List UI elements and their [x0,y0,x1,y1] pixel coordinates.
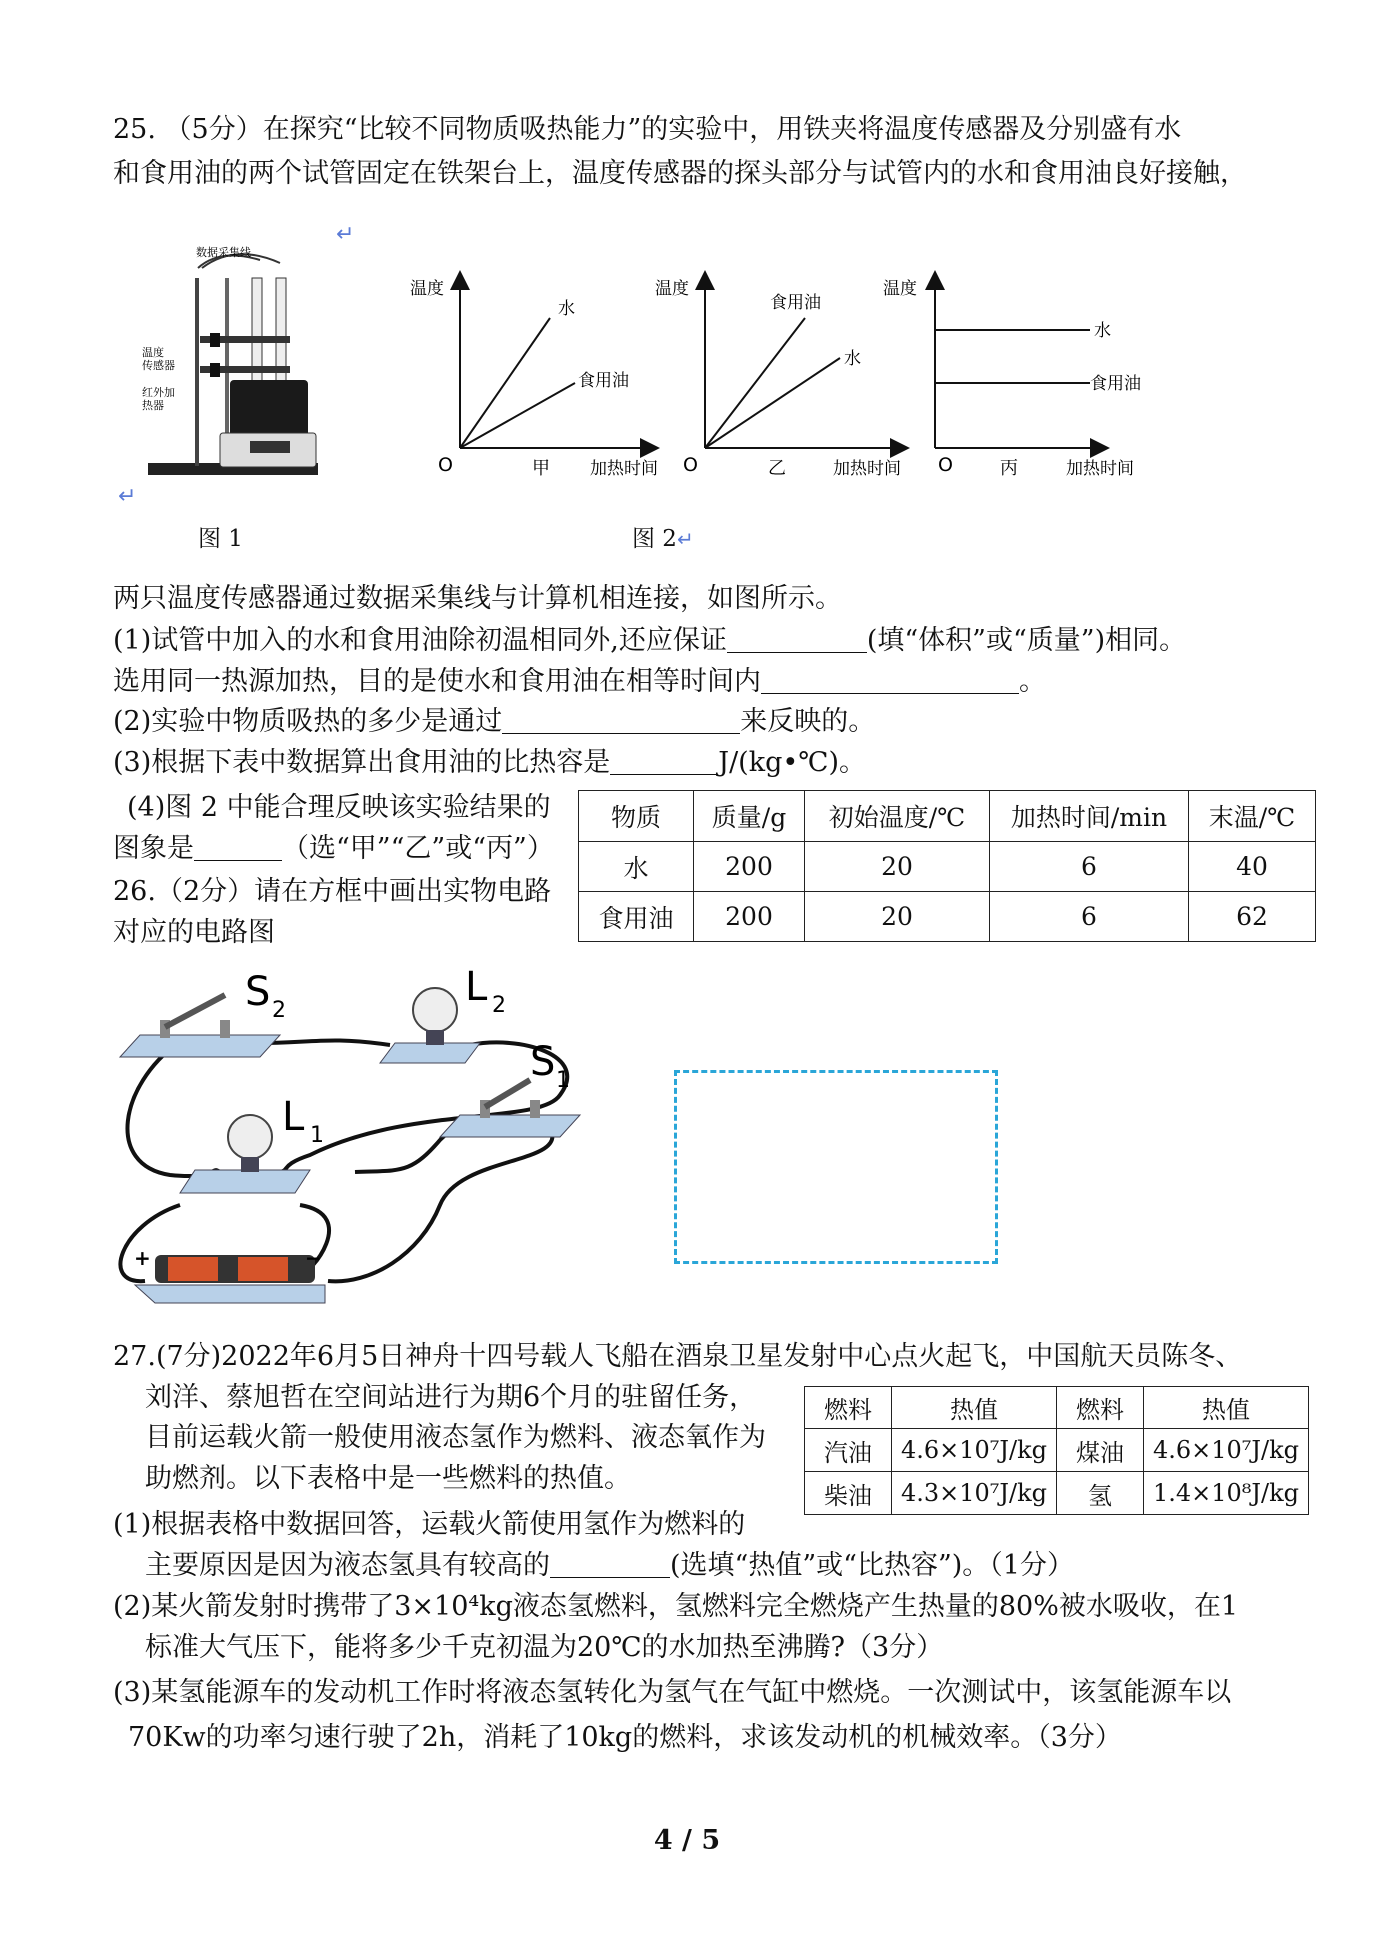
svg-text:O: O [938,454,953,476]
table-row: 食用油 200 20 6 62 [579,892,1316,942]
table-row: 汽油 4.6×10⁷J/kg 煤油 4.6×10⁷J/kg [805,1429,1309,1472]
q25-intro-line1: 25. （5分）在探究“比较不同物质吸热能力”的实验中，用铁夹将温度传感器及分别盛有水 [113,114,1182,145]
figure2-graphs [400,268,1200,483]
svg-text:食用油: 食用油 [1090,374,1141,394]
switch-s2 [120,969,286,1057]
svg-text:−: − [305,1246,322,1270]
fuel-heat-table: 燃料 热值 燃料 热值 汽油 4.6×10⁷J/kg 煤油 4.6×10⁷J/kg 柴油 4.3×10⁷J/kg 氢 1.4×10⁸J/kg [804,1386,1309,1515]
q25-connect-text: 两只温度传感器通过数据采集线与计算机相连接，如图所示。 [113,583,842,614]
apparatus-figure [140,238,330,478]
answer-blank[interactable] [761,663,1019,694]
answer-blank[interactable] [610,744,718,775]
svg-text:食用油: 食用油 [578,371,629,391]
q27-line1: 27.(7分)2022年6月5日神舟十四号载人飞船在酒泉卫星发射中心点火起飞，中国航天员陈冬、 [113,1341,1243,1372]
q27-part2-line2: 标准大气压下，能将多少千克初温为20℃的水加热至沸腾?（3分） [145,1632,944,1663]
q27-part1-line1: (1)根据表格中数据回答，运载火箭使用氢作为燃料的 [113,1509,746,1540]
q25-part3: (3)根据下表中数据算出食用油的比热容是 J/(kg•℃)。 [113,744,866,781]
q27-part3-line1: (3)某氢能源车的发动机工作时将液态氢转化为氢气在气缸中燃烧。一次测试中，该氢能源车以 [113,1677,1232,1708]
answer-blank[interactable] [502,703,740,734]
q27-part2-line1: (2)某火箭发射时携带了3×10⁴kg液态氢燃料，氢燃料完全燃烧产生热量的80%被水吸收，在1 [113,1591,1239,1622]
svg-text:加热时间: 加热时间 [833,459,901,479]
q27-part3-line2: 70Kw的功率匀速行驶了2h，消耗了10kg的燃料，求该发动机的机械效率。（3分） [128,1722,1122,1753]
heater-label: 热器 [142,399,164,412]
sensor-label: 温度 [142,346,164,359]
q25-part2: (2)实验中物质吸热的多少是通过 来反映的。 [113,703,875,740]
q26-line1: 26.（2分）请在方框中画出实物电路 [113,876,552,907]
svg-text:加热时间: 加热时间 [590,459,658,479]
q25-part4-line2: 图象是 （选“甲”“乙”或“丙”） [113,830,554,867]
battery [134,1246,325,1303]
svg-text:食用油: 食用油 [770,293,821,313]
q27-line2: 刘洋、蔡旭哲在空间站进行为期6个月的驻留任务， [145,1382,757,1413]
svg-text:2: 2 [272,998,286,1023]
return-mark-icon: ↵ [336,222,355,247]
q26-line2: 对应的电路图 [113,917,275,948]
q27-line4: 助燃剂。以下表格中是一些燃料的热值。 [145,1463,631,1494]
svg-text:水: 水 [1094,321,1111,341]
graph-bing [883,279,1141,479]
answer-blank[interactable] [727,622,867,653]
svg-text:L: L [282,1094,305,1140]
q27-part1-line2: 主要原因是因为液态氢具有较高的 (选填“热值”或“比热容”)。（1分） [145,1547,1074,1584]
q25-part1b: 选用同一热源加热，目的是使水和食用油在相等时间内 。 [113,663,1046,700]
table-row: 水 200 20 6 40 [579,842,1316,892]
graph-yi [655,279,901,479]
svg-text:加热时间: 加热时间 [1066,459,1134,479]
svg-text:乙: 乙 [768,458,786,479]
svg-text:温度: 温度 [410,279,444,299]
circuit-answer-box[interactable] [674,1070,998,1264]
svg-text:丙: 丙 [1000,458,1018,479]
svg-text:1: 1 [310,1123,324,1148]
svg-text:温度: 温度 [655,279,689,299]
svg-text:+: + [134,1246,151,1270]
heater-label: 红外加 [142,386,175,399]
svg-text:甲: 甲 [532,458,550,479]
figure1-caption: 图 1 [198,526,243,552]
answer-blank[interactable] [550,1547,670,1578]
page-number: 4 / 5 [653,1825,721,1856]
svg-text:温度: 温度 [883,279,917,299]
svg-text:O: O [683,454,698,476]
svg-text:O: O [438,454,453,476]
figure2-caption: 图 2↵ [632,526,694,552]
lamp-l1 [180,1094,324,1193]
q25-part1a: (1)试管中加入的水和食用油除初温相同外,还应保证 (填“体积”或“质量”)相同。 [113,622,1186,659]
answer-blank[interactable] [194,830,282,861]
q25-intro-line2: 和食用油的两个试管固定在铁架台上，温度传感器的探头部分与试管内的水和食用油良好接触， [113,158,1247,189]
q27-line3: 目前运载火箭一般使用液态氢作为燃料、液态氧作为 [145,1422,766,1453]
svg-text:水: 水 [844,349,861,369]
sensor-label: 传感器 [142,359,175,372]
svg-text:1: 1 [556,1068,570,1093]
svg-text:S: S [245,969,271,1015]
table-row: 柴油 4.3×10⁷J/kg 氢 1.4×10⁸J/kg [805,1472,1309,1515]
svg-text:2: 2 [492,993,506,1018]
svg-text:S: S [530,1039,556,1085]
lamp-l2 [380,965,506,1063]
circuit-figure [110,965,630,1325]
collect-line-label: 数据采集线 [196,246,251,259]
graph-jia [410,279,658,479]
svg-text:L: L [465,965,488,1010]
q25-part4-line1: (4)图 2 中能合理反映该实验结果的 [127,792,551,823]
return-mark-icon: ↵ [118,484,137,509]
q25-data-table: 物质 质量/g 初始温度/℃ 加热时间/min 末温/℃ 水 200 20 6 40 食用油 200 20 6 62 [578,790,1316,942]
svg-text:水: 水 [558,299,575,319]
